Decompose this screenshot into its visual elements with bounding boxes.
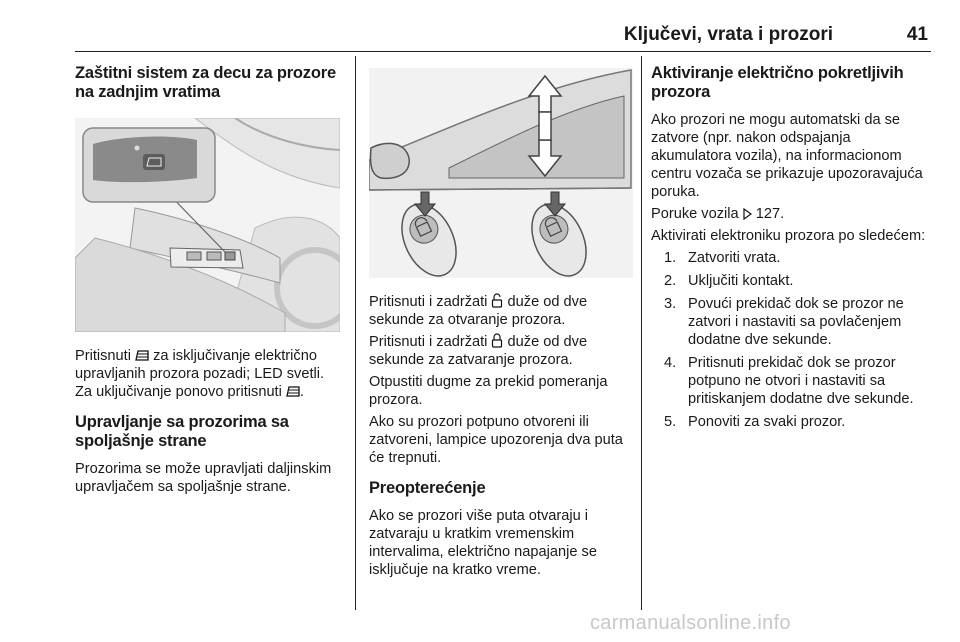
remote-control-text: Prozorima se može upravljati daljinskim upravljačem sa spoljašnje strane. (75, 461, 332, 495)
page-header (75, 22, 931, 52)
section-heading-overload: Preopterećenje (369, 479, 486, 497)
key-lock-icon (491, 333, 503, 348)
text-fragment: za isključivanje električno upravljanih prozora pozadi; LED svetli. Za uključivanje ponovo pritisnuti (75, 348, 325, 400)
warning-lamps-text: Ako su prozori potpuno otvoreni ili zatvoreni, lampice upozorenja dva puta će trepnuti. (369, 414, 623, 466)
vehicle-messages-reference (651, 205, 931, 223)
step-text: Zatvoriti vrata. (688, 250, 781, 266)
step-number: 5. (664, 414, 677, 430)
column-divider-1 (355, 56, 356, 610)
text-fragment: Pritisnuti i zadržati (369, 334, 488, 350)
step-number: 3. (664, 296, 677, 312)
release-button-text: Otpustiti dugme za prekid pomeranja prozora. (369, 374, 608, 408)
column-divider-2 (641, 56, 642, 610)
section-heading-remote-control: Upravljanje sa prozorima sa spoljašnje strane (75, 413, 289, 450)
text-fragment: Pritisnuti i zadržati (369, 294, 488, 310)
key-unlock-icon (491, 293, 503, 308)
column-right (651, 64, 931, 431)
column-left (75, 64, 343, 496)
list-item (651, 272, 931, 290)
child-lock-window-icon (286, 385, 300, 398)
watermark: carmanualsonline.info (590, 612, 791, 634)
list-item (651, 249, 931, 267)
step-number: 4. (664, 355, 677, 371)
step-text: Povući prekidač dok se prozor ne zatvori i nastaviti sa povlačenjem dodatne dve sekunde. (688, 296, 904, 348)
child-lock-instructions (75, 347, 343, 401)
text-fragment: Pritisnuti (75, 348, 131, 364)
list-item (651, 413, 931, 431)
step-text: Ponoviti za svaki prozor. (688, 414, 846, 430)
text-fragment: . (299, 384, 304, 400)
activation-steps (651, 249, 931, 431)
list-item (651, 354, 931, 408)
step-text: Uključiti kontakt. (688, 273, 794, 289)
step-number: 2. (664, 273, 677, 289)
text-fragment: duže od dve sekunde za otvaranje prozora. (369, 294, 588, 328)
chapter-title: Ključevi, vrata i prozori (623, 24, 833, 45)
page-reference[interactable]: 127. (755, 206, 785, 222)
text-fragment: duže od dve sekunde za zatvaranje prozora. (369, 334, 588, 368)
section-heading-activation: Aktiviranje električno pokretljivih prozora (651, 64, 904, 101)
page-number: 41 (906, 24, 928, 45)
overload-text: Ako se prozori više puta otvaraju i zatvaraju u kratkim vremenskim intervalima, električno napajanje se isključuje na kratko vreme. (369, 508, 597, 578)
child-lock-window-icon (135, 349, 149, 362)
remote-key-window-illustration (369, 68, 633, 278)
open-window-instruction (369, 293, 633, 329)
activation-steps-intro: Aktivirati elektroniku prozora po sledećem: (651, 228, 926, 244)
activation-intro: Ako prozori ne mogu automatski da se zatvore (npr. nakon odspajanja akumulatora vozila), na informacionom centru vozača se prikazuje upozoravajuća poruka. (651, 112, 923, 200)
text-fragment: Poruke vozila (651, 206, 739, 222)
list-item (651, 295, 931, 349)
close-window-instruction (369, 333, 633, 369)
column-middle (369, 64, 633, 579)
page-reference-arrow-icon (743, 208, 752, 220)
section-heading-child-lock: Zaštitni sistem za decu za prozore na zadnjim vratima (75, 64, 336, 101)
step-text: Pritisnuti prekidač dok se prozor potpuno ne otvori i nastaviti sa pritiskanjem dodatne dve sekunde. (688, 355, 914, 407)
step-number: 1. (664, 250, 677, 266)
door-panel-illustration (75, 118, 340, 332)
